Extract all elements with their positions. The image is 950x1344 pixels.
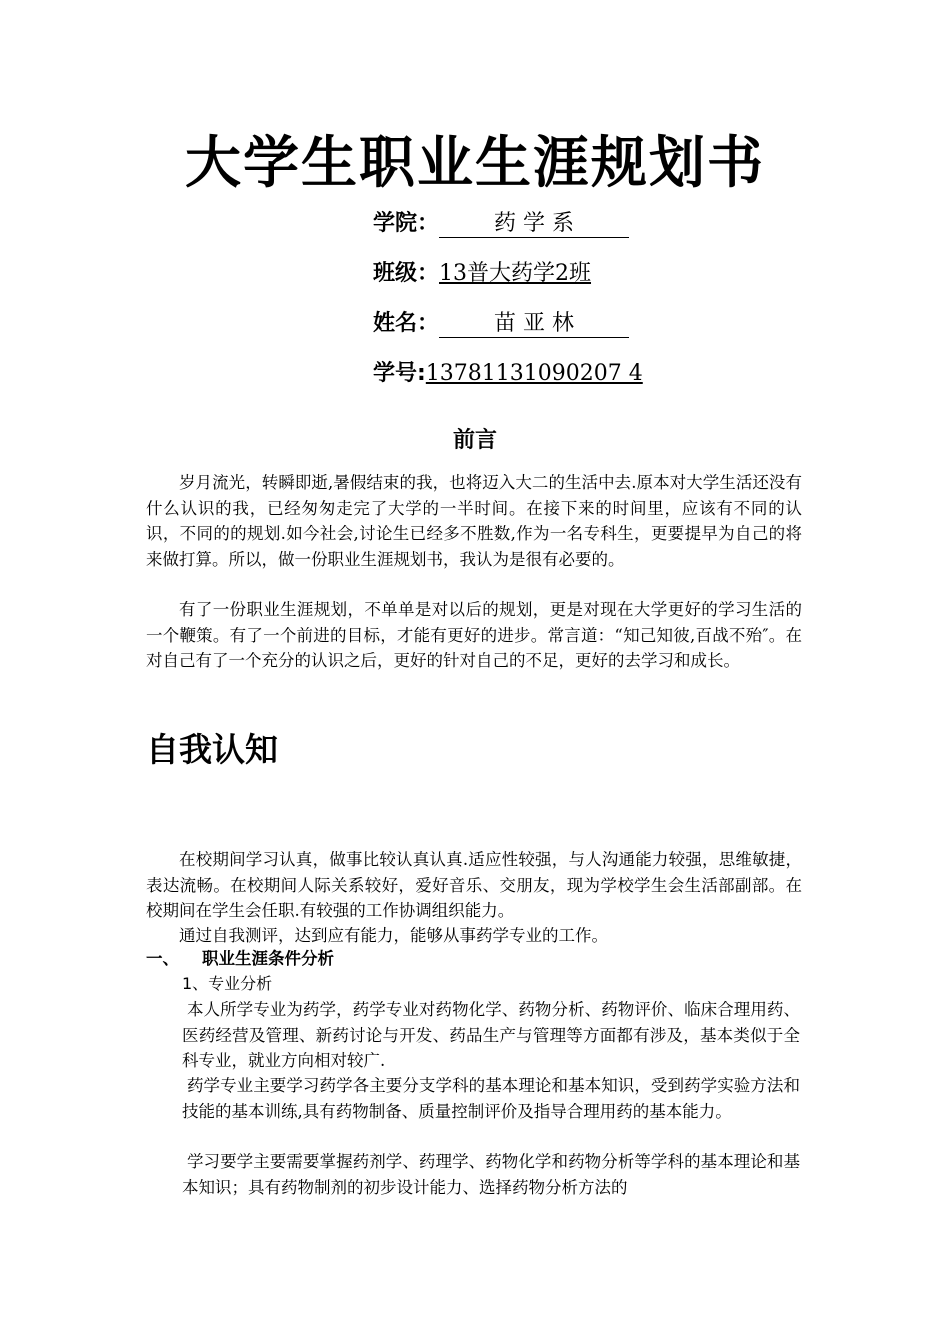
student-id-line (373, 359, 643, 389)
name-line (373, 309, 629, 339)
self-paragraph-2: 通过自我测评，达到应有能力，能够从事药学专业的工作。 (179, 926, 608, 945)
preface-paragraph-1: 岁月流光，转瞬即逝,暑假结束的我，也将迈入大二的生活中去.原本对大学生活还没有什么认识的我，已经匆匆走完了大学的一半时间。在接下来的时间里，应该有不同的认识，不同的的规划.如今社会,讨论生已经多不胜数,作为一名专科生，更要提早为自己的将来做打算。所以，做一份职业生涯规划书，我认为是很有必要的。 (146, 473, 802, 569)
section-number: 一、 (146, 949, 179, 968)
major-paragraph-3: 学习要学主要需要掌握药剂学、药理学、药物化学和药物分析等学科的基本理论和基本知识；具有药物制剂的初步设计能力、选择药物分析方法的 (182, 1152, 800, 1197)
name-label: 姓名： (373, 311, 440, 336)
section-heading-1 (146, 947, 334, 971)
class-line (373, 259, 591, 289)
college-value: 药 学 系 (439, 211, 629, 238)
preface-heading: 前言 (452, 428, 497, 453)
class-label: 班级： (373, 261, 440, 286)
major-paragraph-2: 药学专业主要学习药学各主要分支学科的基本理论和基本知识，受到药学实验方法和技能的基本训练,具有药物制备、质量控制评价及指导合理用药的基本能力。 (182, 1076, 800, 1121)
name-value: 苗 亚 林 (439, 311, 629, 338)
major-paragraph-1: 本人所学专业为药学，药学专业对药物化学、药物分析、药物评价、临床合理用药、医药经营及管理、新药讨论与开发、药品生产与管理等方面都有涉及，基本类似于全科专业，就业方向相对较广. (182, 1000, 800, 1070)
class-value: 13普大药学2班 (439, 261, 592, 286)
college-label: 学院： (373, 211, 440, 236)
student-id-label: 学号: (373, 361, 426, 386)
section-title: 职业生涯条件分析 (202, 949, 334, 968)
self-paragraph-1: 在校期间学习认真，做事比较认真认真.适应性较强，与人沟通能力较强，思维敏捷，表达流畅。在校期间人际关系较好，爱好音乐、交朋友，现为学校学生会生活部副部。在校期间在学生会任职.有较强的工作协调组织能力。 (146, 850, 802, 920)
subsection-heading-1: 1、专业分析 (182, 974, 273, 993)
self-awareness-heading: 自我认知 (146, 730, 278, 769)
student-id-value: 13781131090207 4 (425, 361, 643, 386)
document-title: 大学生职业生涯规划书 (185, 131, 765, 196)
preface-paragraph-2: 有了一份职业生涯规划，不单单是对以后的规划，更是对现在大学更好的学习生活的一个鞭策。有了一个前进的目标，才能有更好的进步。常言道：“知己知彼,百战不殆″。在对自己有了一个充分的认识之后，更好的针对自己的不足，更好的去学习和成长。 (146, 600, 802, 670)
college-line (373, 209, 629, 239)
